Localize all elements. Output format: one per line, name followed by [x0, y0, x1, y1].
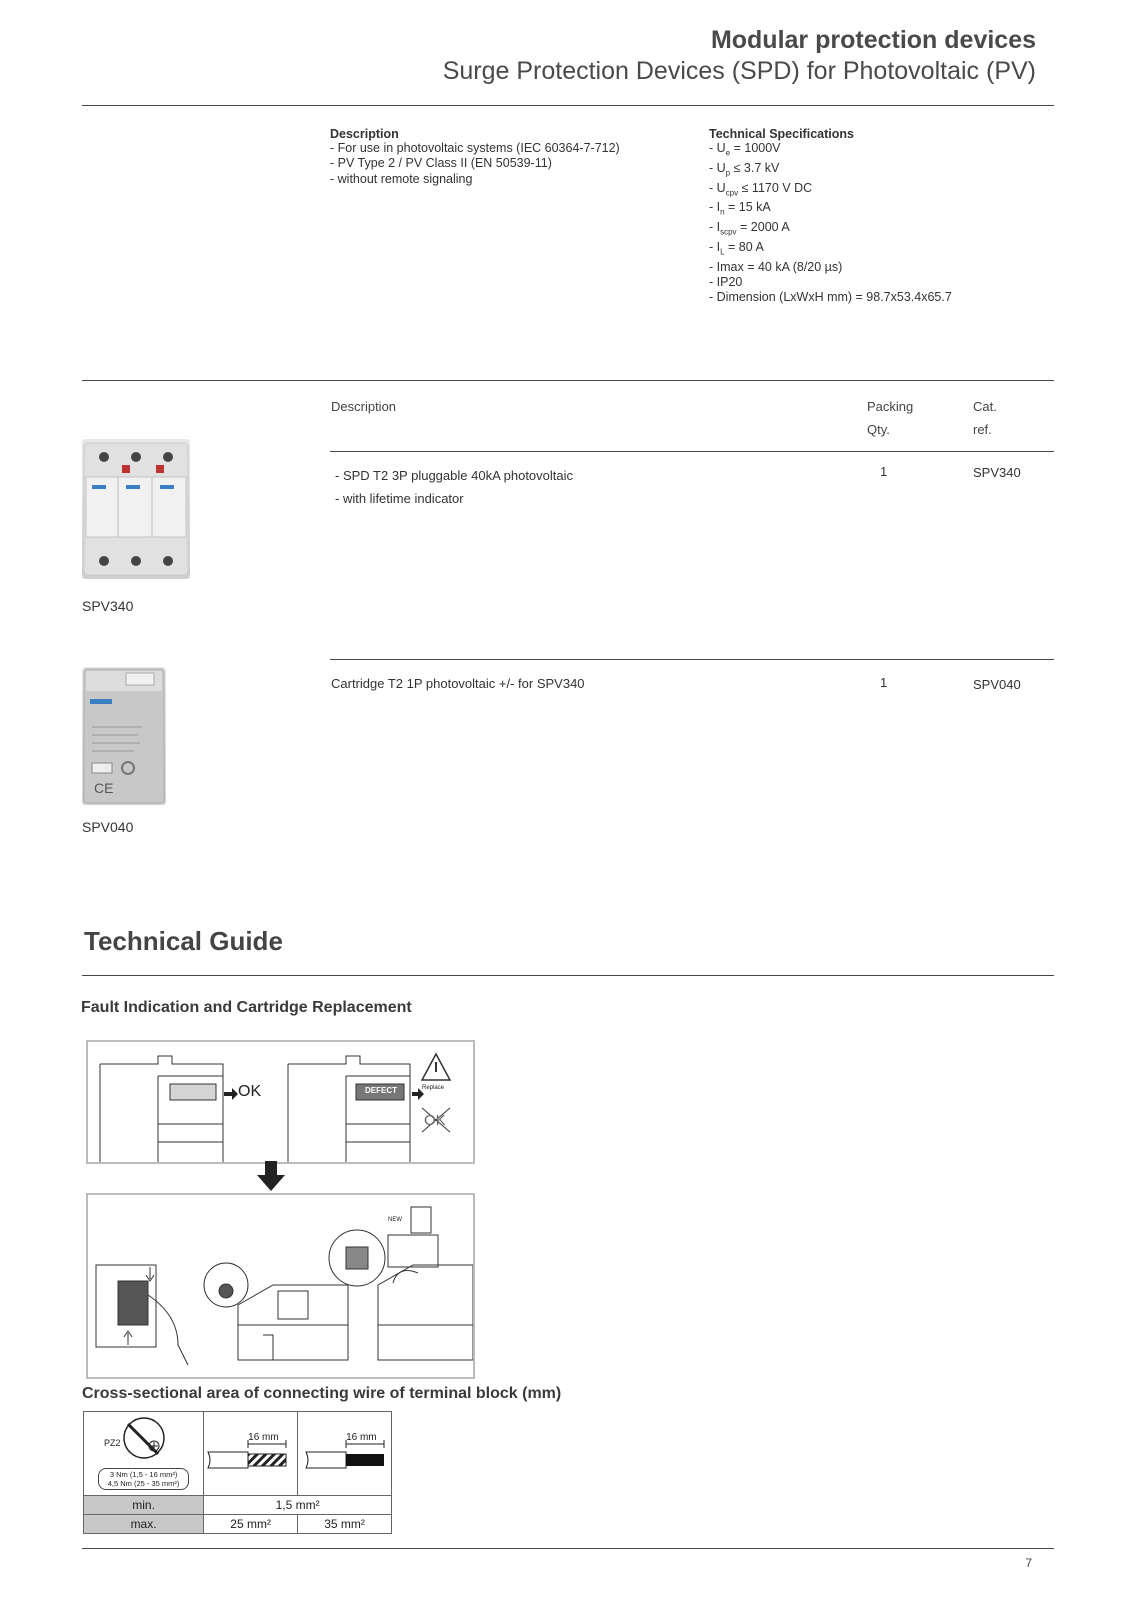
tech-specs-list [709, 141, 952, 306]
tech-spec-text: - Dimension (LxWxH mm) = 98.7x53.4x65.7 [709, 290, 952, 305]
tech-spec-text: - U [709, 160, 726, 175]
tech-spec-subscript: cpv [725, 188, 739, 198]
row-qty: 1 [880, 464, 888, 479]
fault-indication-heading: Fault Indication and Cartridge Replacement [81, 999, 412, 1016]
row-cat-ref: SPV040 [973, 677, 1021, 692]
max-label: max. [84, 1515, 204, 1534]
col-header-cat [973, 395, 997, 441]
product-image-spv040 [82, 667, 166, 805]
ok-label: OK [238, 1083, 262, 1100]
wire-size-table [83, 1411, 392, 1534]
down-arrow-icon [256, 1161, 286, 1196]
tech-spec-value: = 2000 A [736, 220, 790, 235]
row-cat-ref: SPV340 [973, 465, 1021, 480]
ok-crossed-label: OK [424, 1112, 446, 1129]
cartridge-replacement-diagram [86, 1193, 475, 1379]
tech-spec-value: = 15 kA [724, 200, 771, 215]
tech-spec-text: - I [709, 200, 721, 215]
strip-length-label: 16 mm [248, 1432, 279, 1443]
wire-section-heading: Cross-sectional area of connecting wire of terminal block (mm) [82, 1385, 562, 1402]
tech-spec-item [709, 260, 952, 275]
footer-divider [82, 1548, 1054, 1549]
table-top-divider [82, 380, 1054, 381]
col-header-cat-line1: Cat. [973, 399, 997, 414]
description-line: - PV Type 2 / PV Class II (EN 50539-11) [330, 156, 552, 171]
tech-spec-item [709, 275, 952, 290]
fault-indication-diagram [86, 1040, 475, 1164]
technical-guide-title: Technical Guide [84, 926, 283, 956]
description-line: - For use in photovoltaic systems (IEC 60364-7-712) [330, 141, 620, 155]
page-number: 7 [1025, 1556, 1032, 1570]
page-title: Modular protection devices [710, 26, 1036, 54]
description-line: - without remote signaling [330, 171, 473, 186]
col-header-qty [867, 395, 913, 441]
replace-label: Replace [422, 1085, 445, 1091]
product-image-label: SPV340 [82, 598, 134, 614]
table-header-divider [330, 451, 1054, 452]
max-value-1: 25 mm² [204, 1515, 298, 1534]
tech-spec-subscript: L [720, 247, 725, 257]
tech-spec-item [709, 141, 952, 161]
col-header-cat-line2: ref. [973, 422, 992, 437]
min-value: 1,5 mm² [204, 1496, 392, 1515]
tech-spec-subscript: p [725, 168, 731, 178]
torque-spec-line: 3 Nm (1,5 - 16 mm²) [109, 1469, 178, 1479]
tech-spec-value: ≤ 1170 V DC [738, 180, 813, 195]
col-header-description: Description [331, 399, 397, 414]
new-label: NEW [388, 1217, 402, 1223]
tech-spec-item [709, 220, 952, 240]
description-lines [330, 141, 620, 187]
header-divider [82, 105, 1054, 106]
defect-label: DEFECT [365, 1086, 397, 1095]
svg-text:CE: CE [94, 780, 114, 796]
tech-spec-subscript: scpv [720, 227, 737, 237]
strip-cell-2 [298, 1412, 392, 1496]
tech-spec-subscript: e [725, 148, 731, 158]
tech-spec-text: - Imax = 40 kA (8/20 µs) [709, 259, 843, 274]
min-label: min. [84, 1496, 204, 1515]
product-image-spv340 [82, 439, 190, 579]
guide-divider [82, 975, 1054, 976]
tech-spec-item [709, 200, 952, 220]
max-value-2: 35 mm² [298, 1515, 392, 1534]
tech-spec-text: - I [709, 220, 721, 235]
tool-cell [84, 1412, 204, 1496]
tech-spec-value: = 80 A [724, 239, 764, 254]
torque-spec-line: 4,5 Nm (25 - 35 mm²) [107, 1478, 180, 1488]
product-image-label: SPV040 [82, 819, 134, 835]
tool-label: PZ2 [104, 1438, 121, 1448]
tech-spec-subscript: n [720, 207, 725, 217]
tech-spec-item [709, 181, 952, 201]
tech-spec-text: - IP20 [709, 275, 743, 290]
strip-cell-1 [204, 1412, 298, 1496]
tech-spec-item [709, 161, 952, 181]
row-description: Cartridge T2 1P photovoltaic +/- for SPV340 [331, 676, 585, 691]
tech-spec-text: - I [709, 239, 721, 254]
page-subtitle: Surge Protection Devices (SPD) for Photovoltaic (PV) [442, 57, 1036, 85]
row-qty: 1 [880, 675, 888, 690]
col-header-qty-line1: Packing [867, 399, 914, 414]
tech-spec-item [709, 240, 952, 260]
torque-spec [98, 1468, 189, 1490]
description-block [330, 127, 620, 187]
tech-spec-text: - U [709, 141, 726, 155]
row-divider [330, 659, 1054, 660]
tech-specs-block [709, 127, 952, 306]
row-description [335, 464, 573, 510]
row-description-line: - SPD T2 3P pluggable 40kA photovoltaic [335, 468, 574, 483]
tech-spec-text: - U [709, 180, 726, 195]
row-description-line: - with lifetime indicator [335, 491, 464, 506]
strip-length-label: 16 mm [346, 1432, 377, 1443]
description-heading: Description [330, 127, 399, 141]
tech-specs-heading: Technical Specifications [709, 127, 854, 141]
tech-spec-value: = 1000V [730, 141, 781, 155]
tech-spec-item [709, 290, 952, 305]
col-header-qty-line2: Qty. [867, 422, 890, 437]
tech-spec-value: ≤ 3.7 kV [730, 160, 780, 175]
